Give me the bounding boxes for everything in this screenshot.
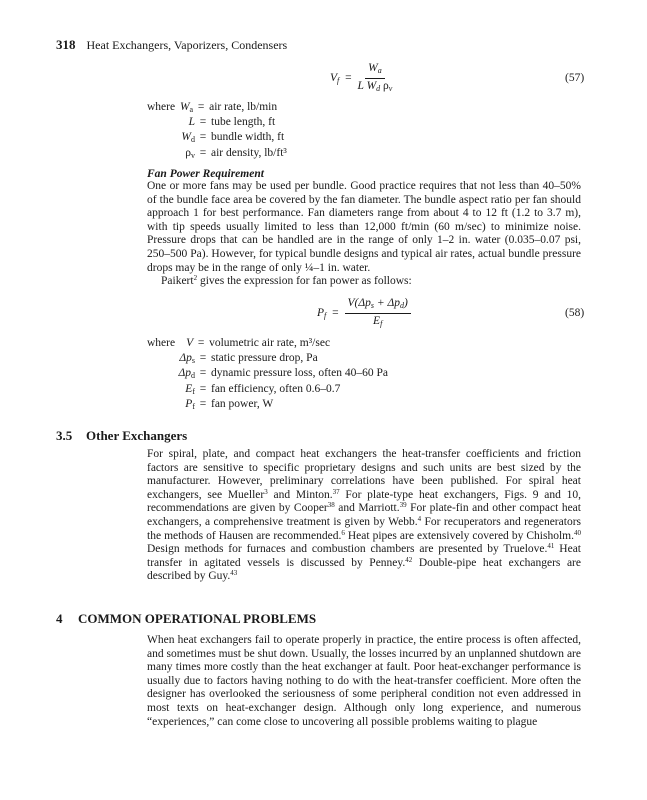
definition-row: $P_f$ = fan power, W <box>185 397 274 411</box>
running-title: Heat Exchangers, Vaporizers, Condensers <box>86 38 288 52</box>
eq57-fraction <box>358 62 393 95</box>
section-4-text <box>147 634 581 729</box>
eq58-numerator: $V(\Delta p_s + \Delta p_d)$ <box>345 297 411 314</box>
fan-power-text <box>147 180 581 289</box>
definition-row: where V = volumetric air rate, m³/sec <box>147 337 388 352</box>
fan-power-paragraph-2: Paikert$^2$ gives the expression for fan power as follows: <box>161 274 412 288</box>
fan-power-section <box>147 168 581 289</box>
running-header <box>56 37 287 53</box>
page-number: 318 <box>56 37 76 52</box>
fan-power-heading: Fan Power Requirement <box>147 168 264 180</box>
section-3-5-heading: 3.5 Other Exchangers <box>56 428 188 443</box>
definition-row: where $W_a$ = air rate, lb/min <box>147 101 287 116</box>
eq58-equals: = <box>332 307 339 320</box>
definitions-eq58 <box>147 337 388 413</box>
definition-row: $\Delta p_s$ = static pressure drop, Pa <box>179 352 318 366</box>
section-4-heading: 4 COMMON OPERATIONAL PROBLEMS <box>56 611 317 626</box>
where-label: where <box>147 337 176 349</box>
equation-57 <box>330 62 392 95</box>
fan-power-paragraph-1: One or more fans may be used per bundle. Good practice requires that not less than 40–50% of the bundle face area be covered by the fan diameter. The bundle aspect ratio per fan should approach 1 for best performance. Fan diameters range from about 4 to 12 ft (1.2 to 3.7 m), with tip speeds usually limited to less than 12,000 ft/min (60 m/sec) to minimize noise. Pressure drops that can be handled are in the range of only 1–2 in. water (0.035–0.07 psi, 250–500 Pa). However, for typical bundle designs and typical air rates, actual bundle pressure drops may be in the range of only ¼–1 in. water. <box>147 180 581 274</box>
definition-row: $W_d$ = bundle width, ft <box>181 131 285 145</box>
eq58-denominator: $E_f$ <box>373 315 383 328</box>
eq58-lhs: $P_f$ <box>317 307 327 321</box>
section-4-paragraph: When heat exchangers fail to operate properly in practice, the entire process is often affected, and sometimes must be shut down. Usually, the losses incurred by an unplanned shutdown are many times more costly than the heat exchanger at fault. Poor heat-exchanger performance is usually due to factors having nothing to do with the heat-transfer coefficient. More often the designer has overlooked the seriousness of some peripheral condition not even addressed in most texts on heat-exchanger design. Although only long experience, and numerous “experiences,” can come close to uncovering all possible problems waiting to plague <box>147 634 581 728</box>
definition-row: $\Delta p_d$ = dynamic pressure loss, often 40–60 Pa <box>178 367 388 381</box>
definition-row: $E_f$ = fan efficiency, often 0.6–0.7 <box>185 382 341 396</box>
eq57-lhs: $V_f$ <box>330 72 340 86</box>
equation-58-number: (58) <box>565 307 585 319</box>
equation-58 <box>317 297 411 330</box>
eq58-fraction <box>345 297 411 330</box>
definition-row: $\rho_v$ = air density, lb/ft³ <box>185 146 287 160</box>
eq57-denominator: L $W_d$ $\rho_v$ <box>357 80 393 93</box>
eq57-equals: = <box>345 72 352 85</box>
section-3-5-text <box>147 448 581 584</box>
section-3-5-paragraph: For spiral, plate, and compact heat exchangers the heat-transfer coefficients and friction factors are sensitive to specific proprietary designs and such units are best sized by the manufacturer. However, preliminary correlations have been published. For spiral heat exchangers, see Mueller$^3$ and Minton.$^{37}$ For plate-type heat exchangers, Figs. 9 and 10, recommendations are given by Cooper$^{38}$ and Marriott.$^{39}$ For plate-fin and other compact heat exchangers, a comprehensive treatment is given by Webb.$^4$ For recuperators and regenerators the methods of Hausen are recommended.$^6$ Heat pipes are extensively covered by Chisholm.$^{40}$ Design methods for furnaces and combustion chambers are presented by Truelove.$^{41}$ Heat transfer in agitated vessels is discussed by Penney.$^{42}$ Double-pipe heat exchangers are described by Guy.$^{43}$ <box>147 448 581 583</box>
where-label: where <box>147 101 176 113</box>
equation-57-number: (57) <box>565 72 585 84</box>
eq57-numerator: $W_a$ <box>365 62 385 79</box>
definition-row: L = tube length, ft <box>188 116 276 129</box>
definitions-eq57 <box>147 101 287 162</box>
